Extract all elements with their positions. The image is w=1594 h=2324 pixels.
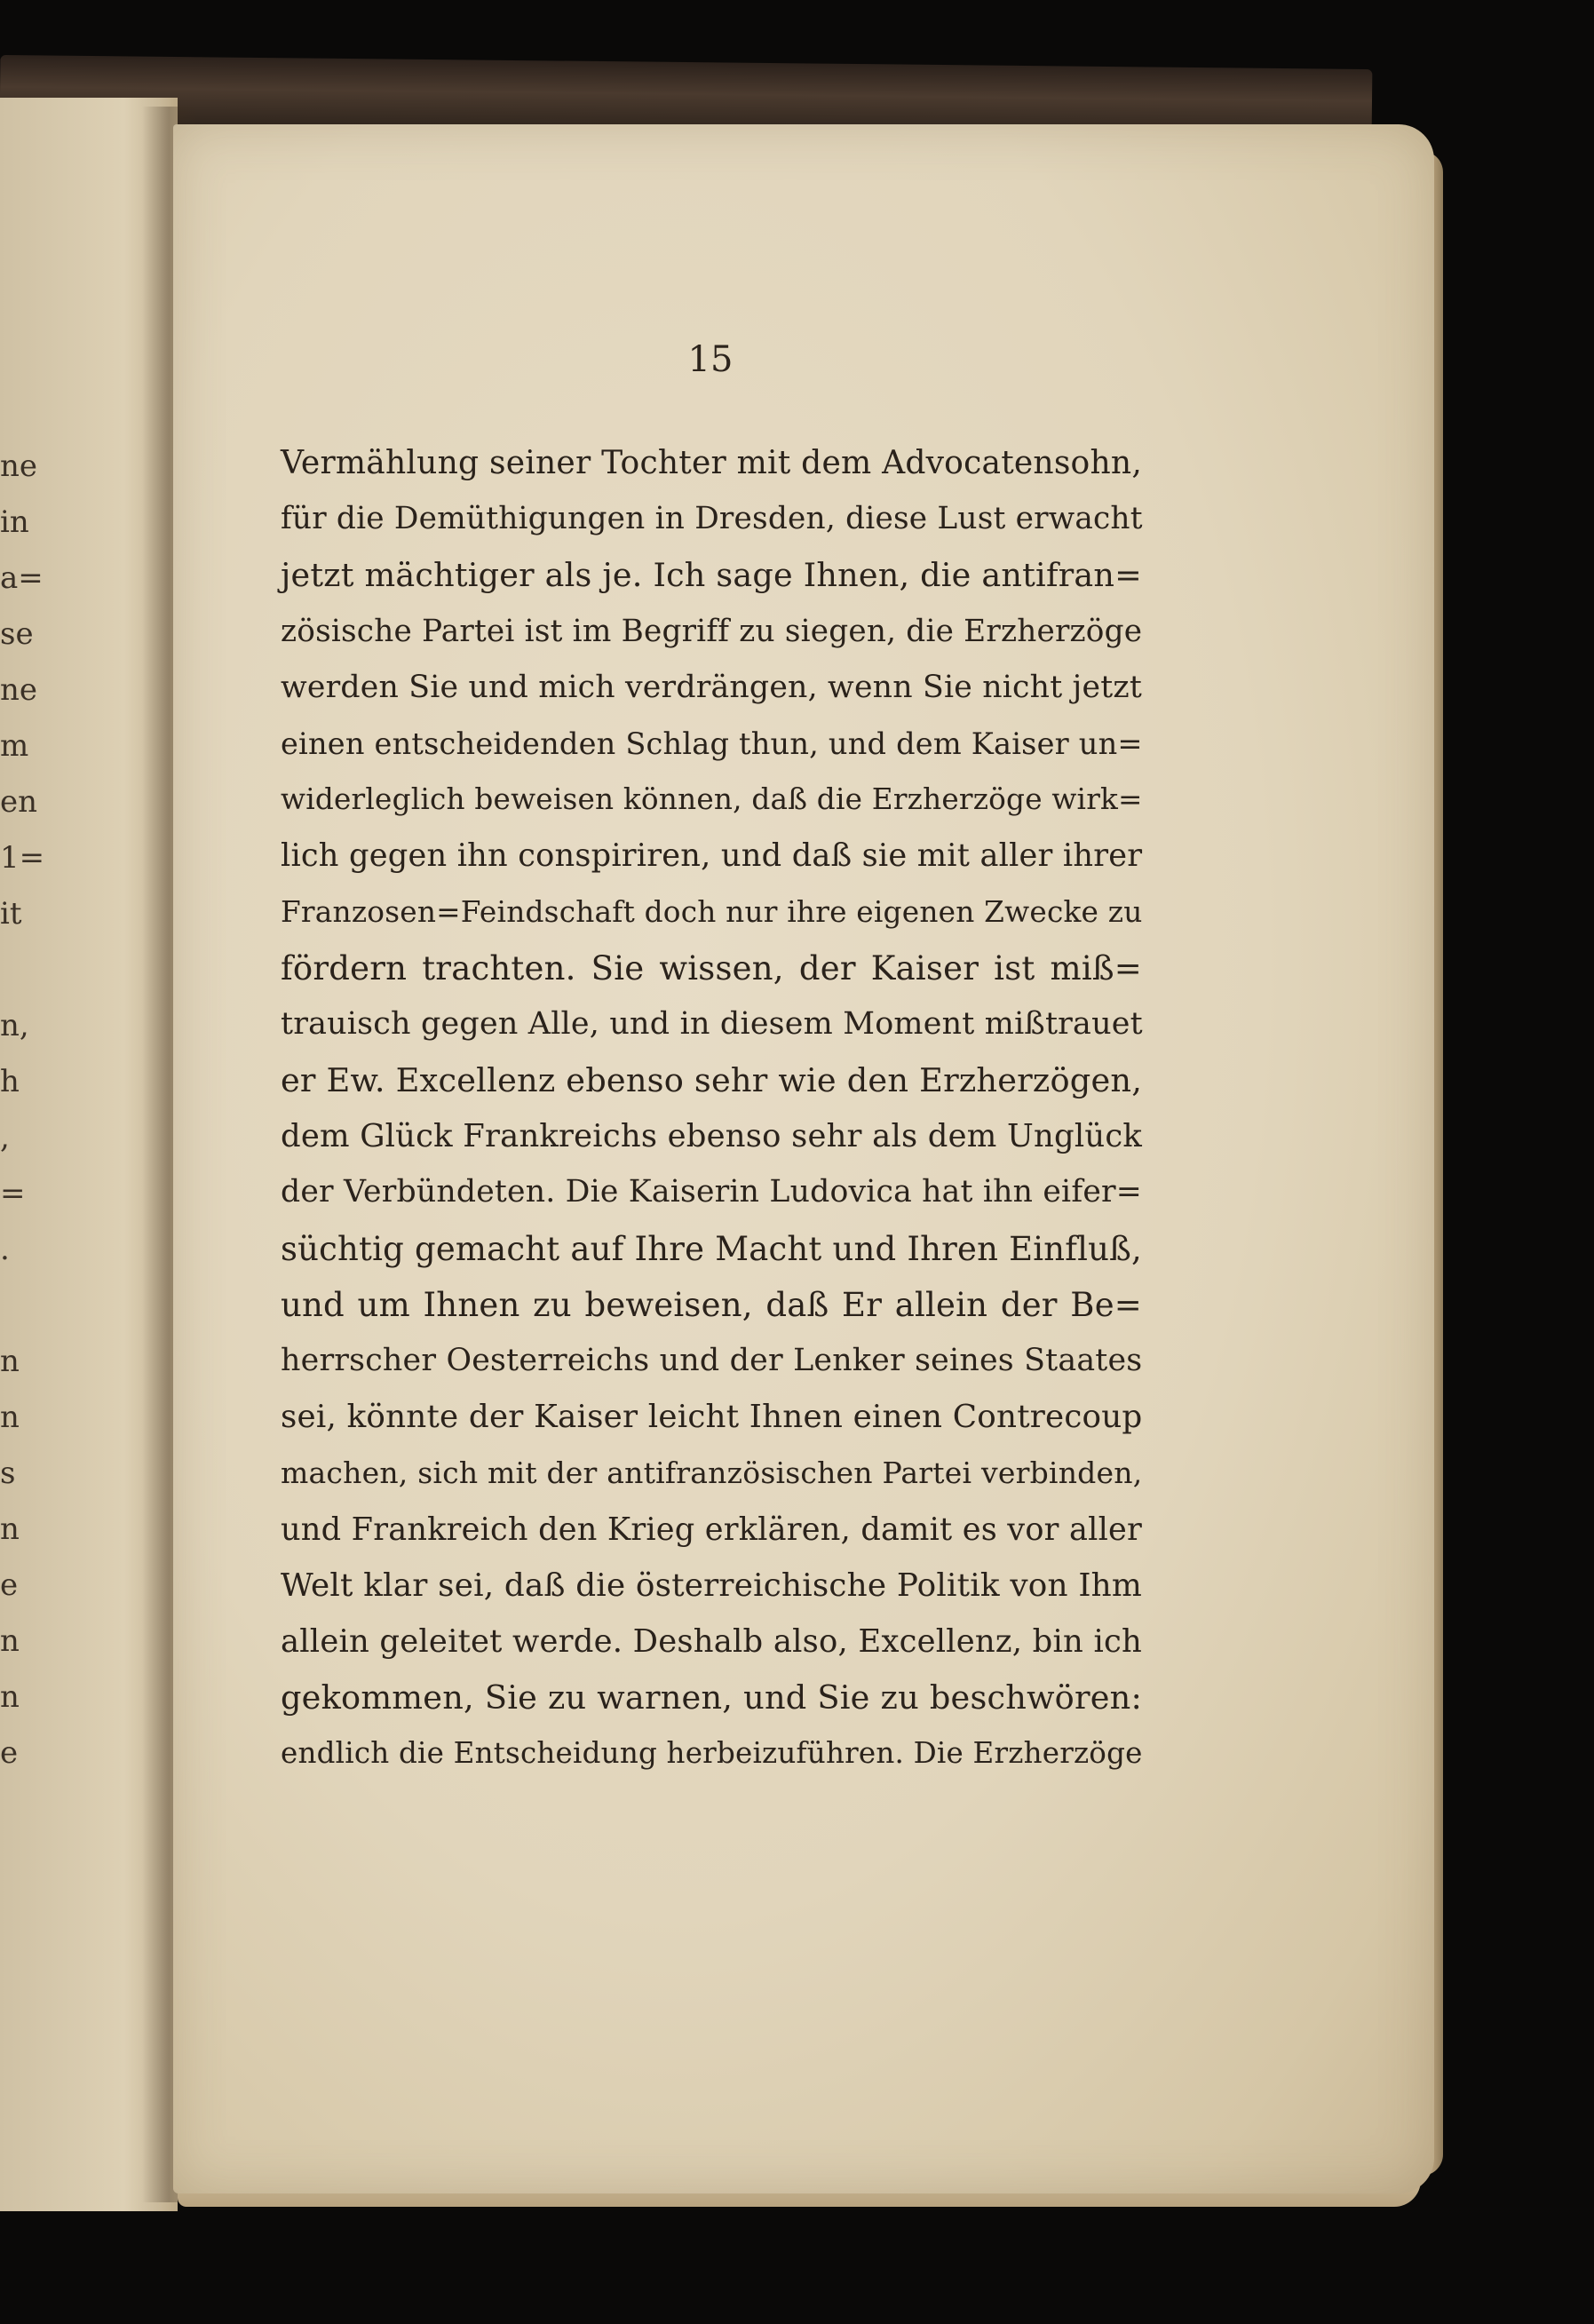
text-line: widerleglich beweisen können, daß die Erzherzöge wirk= [281,782,1143,817]
facing-page-fragment: . [0,1232,10,1267]
facing-page-fragment: se [0,616,34,652]
text-line: endlich die Entscheidung herbeizuführen. Die Erzherzöge [281,1736,1143,1771]
text-line: allein geleitet werde. Deshalb also, Excellenz, bin ich [281,1622,1142,1660]
text-line: dem Glück Frankreichs ebenso sehr als dem Unglück [281,1118,1142,1155]
facing-page-fragment: n [0,1679,20,1715]
facing-page-fragment: 1= [0,840,45,876]
facing-page-fragment: n, [0,1008,29,1043]
text-line: zösische Partei ist im Begriff zu siegen, die Erzherzöge [281,613,1143,649]
text-line: einen entscheidenden Schlag thun, und dem Kaiser un= [281,726,1143,761]
facing-page-fragment: e [0,1735,19,1771]
facing-page-fragment: a= [0,560,44,596]
facing-page-fragment: , [0,1120,10,1155]
facing-page-fragment: en [0,784,38,820]
text-line: lich gegen ihn conspiriren, und daß sie mit aller ihrer [281,837,1143,875]
text-line: gekommen, Sie zu warnen, und Sie zu beschwören: [281,1678,1142,1717]
text-line: fördern trachten. Sie wissen, der Kaiser ist miß= [281,948,1142,988]
facing-page-fragment: it [0,896,22,932]
text-line: süchtig gemacht auf Ihre Macht und Ihren Einfluß, [281,1229,1142,1268]
facing-page-fragment: ne [0,672,38,708]
text-line: herrscher Oesterreichs und der Lenker seines Staates [281,1343,1143,1378]
text-line: trauisch gegen Alle, und in diesem Moment mißtrauet [281,1005,1143,1042]
facing-page-fragment: m [0,728,29,764]
facing-page-fragment: h [0,1064,20,1099]
text-line: sei, könnte der Kaiser leicht Ihnen einen Contrecoup [281,1399,1143,1436]
facing-page-fragment: e [0,1567,19,1603]
text-line: Welt klar sei, daß die österreichische Politik von Ihm [281,1567,1142,1604]
text-line: Vermählung seiner Tochter mit dem Advocatensohn, [281,444,1142,481]
facing-page-fragment: n [0,1344,20,1379]
facing-page-fragment: = [0,1176,26,1211]
facing-page-fragment: n [0,1623,20,1659]
page-number: 15 [687,339,734,380]
text-line: werden Sie und mich verdrängen, wenn Sie nicht jetzt [281,669,1142,705]
text-line: jetzt mächtiger als je. Ich sage Ihnen, die antifran= [281,556,1142,595]
facing-page-fragment: n [0,1511,20,1547]
text-line: und Frankreich den Krieg erklären, damit es vor aller [281,1511,1142,1548]
text-line: für die Demüthigungen in Dresden, diese Lust erwacht [281,501,1143,537]
text-line: er Ew. Excellenz ebenso sehr wie den Erzherzögen, [281,1061,1143,1100]
text-line: machen, sich mit der antifranzösischen Partei verbinden, [281,1455,1143,1491]
facing-page-fragment: s [0,1455,16,1491]
text-line: Franzosen=Feindschaft doch nur ihre eigenen Zwecke zu [281,894,1143,929]
facing-page-fragment: ne [0,448,38,484]
body-text [281,435,1142,1782]
facing-page-fragment: in [0,504,29,540]
text-line: der Verbündeten. Die Kaiserin Ludovica hat ihn eifer= [281,1174,1142,1210]
facing-page-fragment: n [0,1400,20,1435]
text-line: und um Ihnen zu beweisen, daß Er allein der Be= [281,1285,1142,1324]
